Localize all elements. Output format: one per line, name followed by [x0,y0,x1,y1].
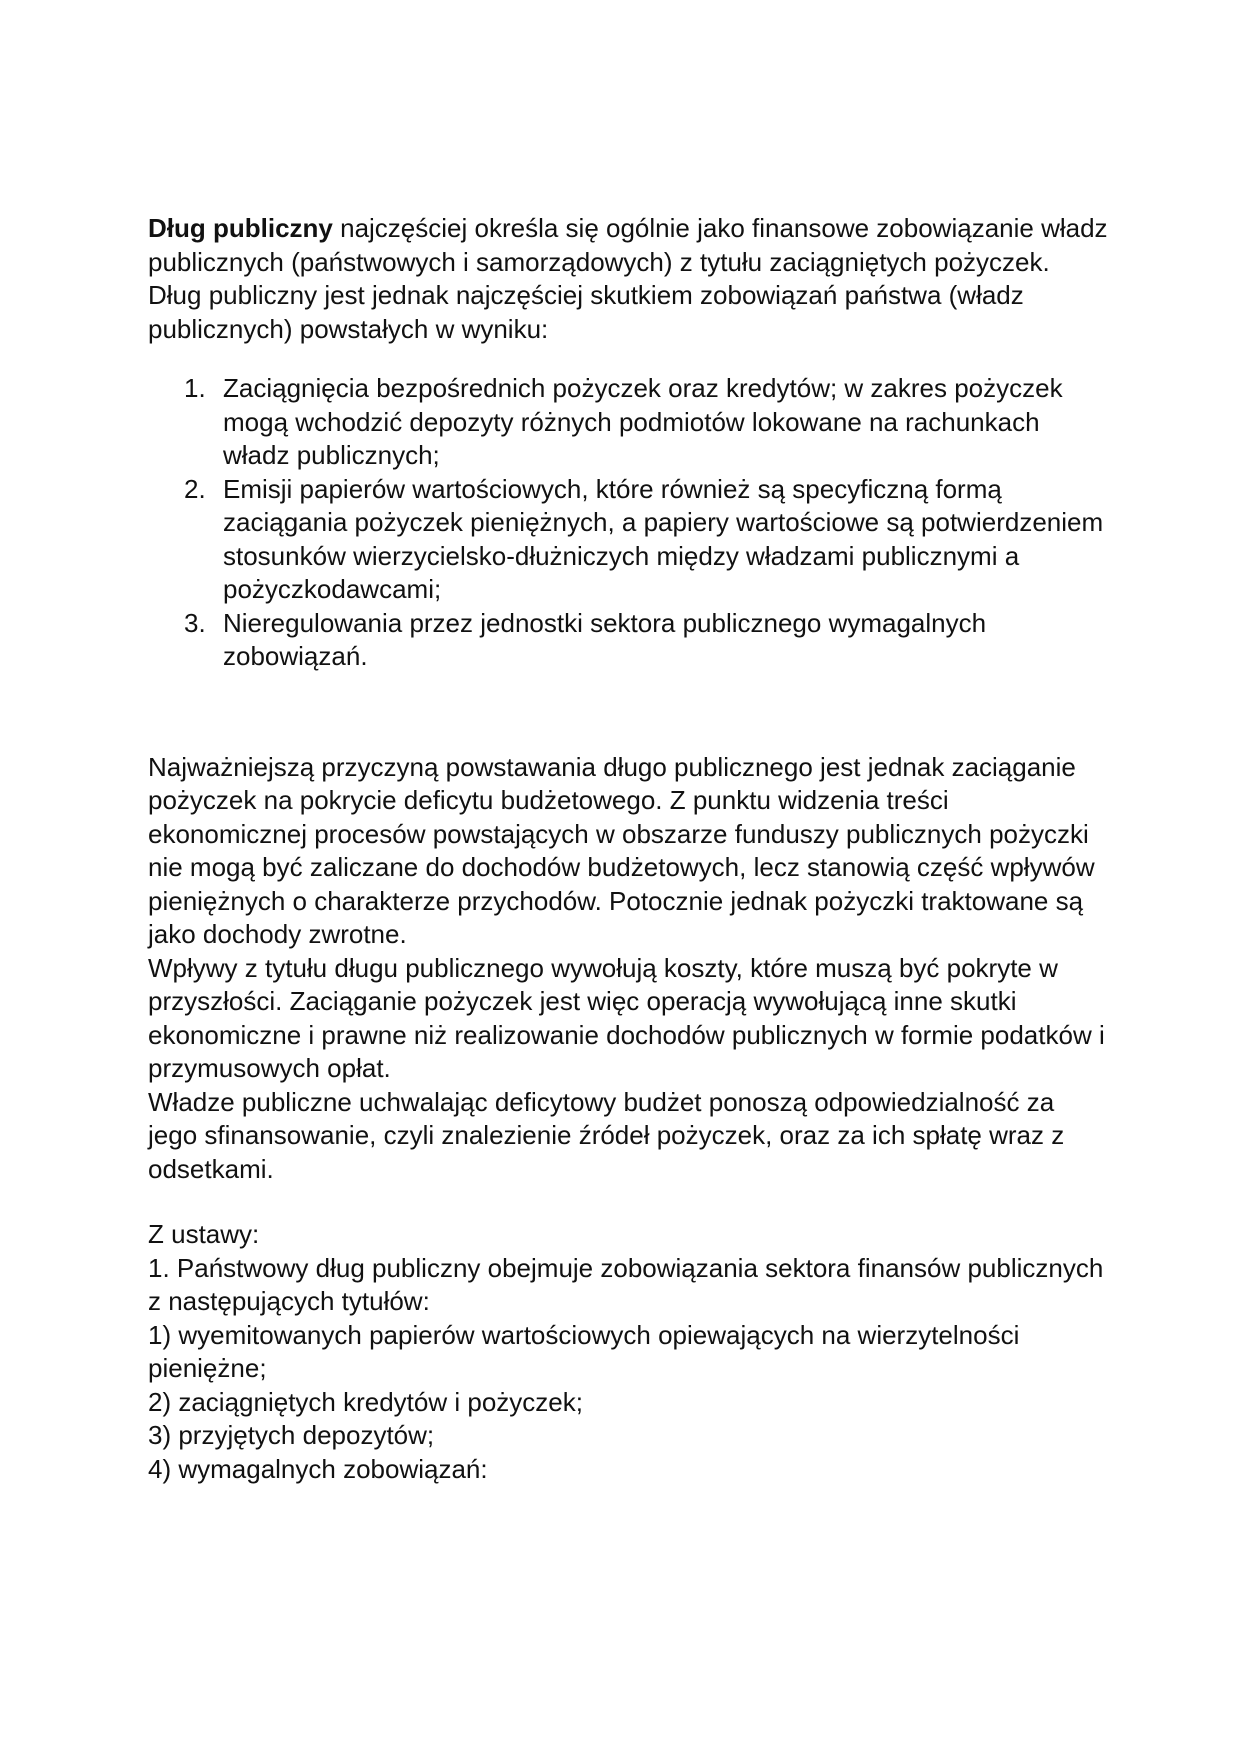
statute-line: 2) zaciągniętych kredytów i pożyczek; [148,1386,583,1417]
intro-term: Dług publiczny [148,213,333,243]
statute-line: 3) przyjętych depozytów; [148,1420,435,1450]
statute-line: 4) wymagalnych zobowiązań: [148,1453,488,1484]
list-item [148,372,1108,473]
intro-paragraph [148,212,1108,346]
intro-text: najczęściej określa się ogólnie jako finansowe zobowiązanie władz publicznych (państwowych i samorządowych) z tytułu zaciągniętych pożyczek. Dług publiczny jest jednak najczęściej skutkiem zobowiązań państwa (władz publicznych) powstałych w wyniku: [148,213,1108,344]
list-item [148,607,1108,674]
explanation-paragraph-1: Najważniejszą przyczyną powstawania długo publicznego jest jednak zaciąganie pożyczek na pokrycie deficytu budżetowego. Z punktu widzenia treści ekonomicznej procesów powstających w obszarze funduszy publicznych pożyczki nie mogą być zaliczane do dochodów budżetowych, lecz stanowią część wpływów pieniężnych o charakterze przychodów. Potocznie jednak pożyczki traktowane są jako dochody zwrotne. [148,751,1095,949]
list-item-text: Zaciągnięcia bezpośrednich pożyczek oraz kredytów; w zakres pożyczek mogą wchodzić depozyty różnych podmiotów lokowane na rachunkach władz publicznych; [223,373,1063,470]
document-page [148,212,1108,1486]
statute-line: z następujących tytułów: [148,1286,430,1316]
statute-section [148,1218,1108,1486]
statute-line: 1. Państwowy dług publiczny obejmuje zobowiązania sektora finansów publicznych [148,1252,1104,1283]
explanation-section [148,751,1108,1187]
list-item [148,473,1108,607]
statute-heading: Z ustawy: [148,1219,260,1249]
list-item-text: Nieregulowania przez jednostki sektora publicznego wymagalnych zobowiązań. [223,607,987,671]
list-item-number: 3. [184,607,206,638]
explanation-paragraph-3: Władze publiczne uchwalając deficytowy budżet ponoszą odpowiedzialność za jego sfinansowanie, czyli znalezienie źródeł pożyczek, oraz za ich spłatę wraz z odsetkami. [148,1086,1065,1184]
list-item-number: 1. [184,373,206,403]
statute-line: pieniężne; [148,1353,267,1383]
causes-list [148,372,1108,674]
list-item-text: Emisji papierów wartościowych, które również są specyficzną formą zaciągania pożyczek pieniężnych, a papiery wartościowe są potwierdzeniem stosunków wierzycielsko-dłużniczych między władzami publicznymi a pożyczkodawcami; [223,473,1104,604]
list-item-number: 2. [184,473,206,504]
explanation-paragraph-2: Wpływy z tytułu długu publicznego wywołują koszty, które muszą być pokryte w przyszłości. Zaciąganie pożyczek jest więc operacją wywołującą inne skutki ekonomiczne i prawne niż realizowanie dochodów publicznych w formie podatków i przymusowych opłat. [148,952,1105,1083]
statute-line: 1) wyemitowanych papierów wartościowych opiewających na wierzytelności [148,1319,1020,1350]
